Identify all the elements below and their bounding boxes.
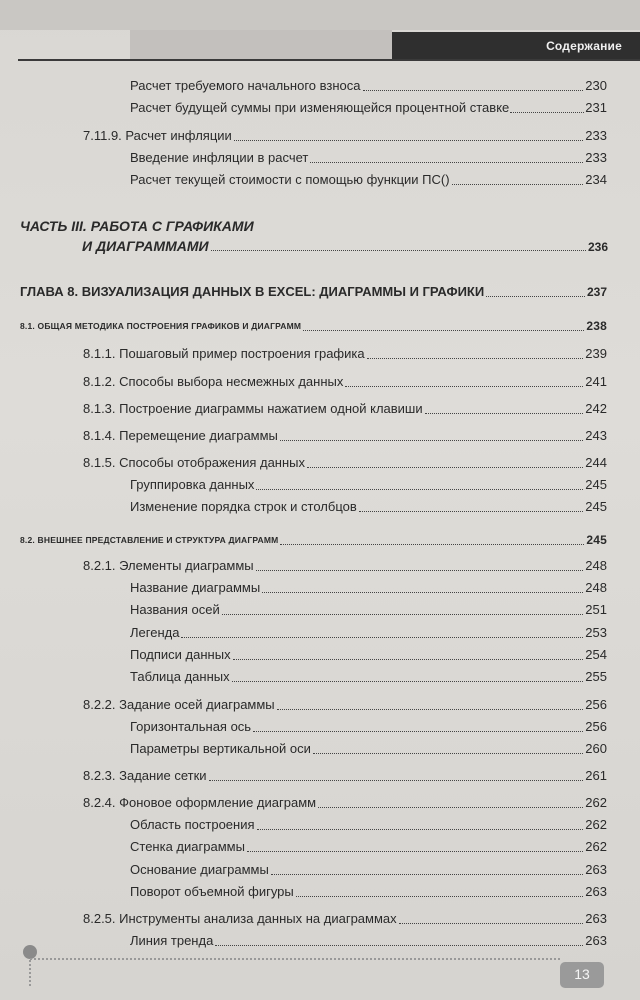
toc-entry-title: Область построения: [130, 817, 255, 832]
toc-entry: [83, 697, 607, 713]
toc-entry-page: 245: [585, 499, 607, 514]
toc-entry-page: 263: [585, 862, 607, 877]
toc-entry-page: 233: [585, 150, 607, 165]
toc-entry-title: 8.1.3. Построение диаграммы нажатием одной клавиши: [83, 401, 423, 416]
toc-entry: [83, 768, 607, 784]
toc-entry-page: 241: [585, 374, 607, 389]
toc-entry-title: Легенда: [130, 625, 180, 640]
running-header-title: Содержание: [546, 39, 622, 53]
toc-entry-page: 234: [585, 172, 607, 187]
toc-entry-page: 233: [585, 128, 607, 143]
toc-entry-page: 262: [585, 795, 607, 810]
toc-entry-title: Названия осей: [130, 602, 220, 617]
toc-entry: [83, 401, 607, 417]
toc-entry: [83, 428, 607, 444]
toc-entry-title: 7.11.9. Расчет инфляции: [83, 128, 232, 143]
toc-entry-title: Подписи данных: [130, 647, 231, 662]
toc-chapter-page: 237: [586, 285, 607, 299]
toc-entry-page: 263: [585, 884, 607, 899]
toc-entry-title: 8.1.4. Перемещение диаграммы: [83, 428, 278, 443]
toc-entry-title: Линия тренда: [130, 933, 214, 948]
toc-entry-page: 262: [585, 817, 607, 832]
toc-entry-page: 263: [585, 911, 607, 926]
toc-entry-page: 231: [585, 100, 607, 115]
toc-section-heading: [20, 318, 607, 334]
toc-entry-page: 251: [585, 602, 607, 617]
toc-entry-page: 262: [585, 839, 607, 854]
toc-entry-page: 230: [585, 78, 607, 93]
toc-entry-page: 263: [585, 933, 607, 948]
toc-entry-page: 239: [585, 346, 607, 361]
toc-chapter-heading: [20, 284, 607, 300]
toc-entry-title: Изменение порядка строк и столбцов: [130, 499, 357, 514]
toc-entry-title: Поворот объемной фигуры: [130, 884, 294, 899]
toc-entry-title: 8.2.2. Задание осей диаграммы: [83, 697, 275, 712]
toc-entry-page: 243: [585, 428, 607, 443]
toc-entry-page: 245: [585, 477, 607, 492]
toc-entry-page: 253: [585, 625, 607, 640]
toc-entry: [83, 128, 607, 144]
toc-entry: [83, 374, 607, 390]
toc-entry: [130, 499, 607, 515]
toc-entry: [130, 817, 607, 833]
toc-entry: [130, 625, 607, 641]
toc-entry-page: 256: [585, 719, 607, 734]
toc-entry: [83, 558, 607, 574]
toc-entry: [130, 719, 607, 735]
toc-entry-title: Стенка диаграммы: [130, 839, 245, 854]
toc-entry-page: 242: [585, 401, 607, 416]
toc-entry: [130, 741, 607, 757]
toc-entry-title: Параметры вертикальной оси: [130, 741, 311, 756]
toc-entry-title: 8.2.5. Инструменты анализа данных на диаграммах: [83, 911, 397, 926]
toc-entry-page: 256: [585, 697, 607, 712]
toc-part-heading: [20, 218, 608, 258]
toc-entry: [130, 669, 607, 685]
toc-chapter-title: ГЛАВА 8. ВИЗУАЛИЗАЦИЯ ДАННЫХ В EXCEL: ДИАГРАММЫ И ГРАФИКИ: [20, 284, 485, 299]
page-number: 13: [574, 966, 590, 982]
toc-entry-title: Расчет требуемого начального взноса: [130, 78, 361, 93]
toc-entry-page: 248: [585, 580, 607, 595]
toc-entry: [130, 862, 607, 878]
toc-part-page: 236: [587, 240, 608, 254]
toc-entry-title: 8.1.1. Пошаговый пример построения графика: [83, 346, 365, 361]
toc-section-page: 238: [586, 319, 607, 333]
toc-entry-title: Расчет будущей суммы при изменяющейся процентной ставке: [130, 100, 510, 115]
toc-entry-page: 244: [585, 455, 607, 470]
toc-entry: [130, 884, 607, 900]
toc-section-page: 245: [586, 533, 607, 547]
toc-entry-title: Введение инфляции в расчет: [130, 150, 309, 165]
toc-entry: [130, 100, 607, 116]
toc-entry: [130, 150, 607, 166]
toc-entry: [130, 477, 607, 493]
toc-entry-page: 254: [585, 647, 607, 662]
toc-entry-title: Расчет текущей стоимости с помощью функции ПС(): [130, 172, 450, 187]
toc-entry-page: 261: [585, 768, 607, 783]
page-number-tab: [560, 962, 604, 988]
toc-entry: [130, 602, 607, 618]
toc-entry: [83, 346, 607, 362]
toc-entry: [83, 795, 607, 811]
toc-section-title: 8.1. ОБЩАЯ МЕТОДИКА ПОСТРОЕНИЯ ГРАФИКОВ И ДИАГРАММ: [20, 321, 302, 331]
toc-entry-title: 8.1.2. Способы выбора несмежных данных: [83, 374, 344, 389]
toc-entry-title: Таблица данных: [130, 669, 230, 684]
toc-section-title: 8.2. ВНЕШНЕЕ ПРЕДСТАВЛЕНИЕ И СТРУКТУРА ДИАГРАММ: [20, 535, 279, 545]
footer-dotted-rule: [30, 958, 560, 960]
toc-entry-title: Основание диаграммы: [130, 862, 269, 877]
toc-entry-page: 260: [585, 741, 607, 756]
toc-entry-title: 8.1.5. Способы отображения данных: [83, 455, 305, 470]
toc-entry: [83, 455, 607, 471]
toc-entry-title: Группировка данных: [130, 477, 255, 492]
toc-part-title: ЧАСТЬ III. РАБОТА С ГРАФИКАМИ: [20, 218, 254, 234]
toc-entry: [130, 580, 607, 596]
toc-entry-page: 248: [585, 558, 607, 573]
toc-entry-title: Горизонтальная ось: [130, 719, 252, 734]
toc-entry: [130, 647, 607, 663]
toc-part-title-line2: И ДИАГРАММАМИ: [82, 238, 209, 254]
toc-entry: [130, 172, 607, 188]
toc-entry-title: 8.2.4. Фоновое оформление диаграмм: [83, 795, 317, 810]
toc-entry-title: 8.2.1. Элементы диаграммы: [83, 558, 254, 573]
toc-entry-title: 8.2.3. Задание сетки: [83, 768, 207, 783]
footer-bullet-icon: [23, 945, 37, 959]
toc-entry-title: Название диаграммы: [130, 580, 261, 595]
toc-entry: [130, 933, 607, 949]
toc-entry-page: 255: [585, 669, 607, 684]
toc-entry: [130, 78, 607, 94]
toc-entry: [130, 839, 607, 855]
toc-entry: [83, 911, 607, 927]
footer-dotted-line: [29, 960, 31, 986]
toc-section-heading: [20, 532, 607, 548]
